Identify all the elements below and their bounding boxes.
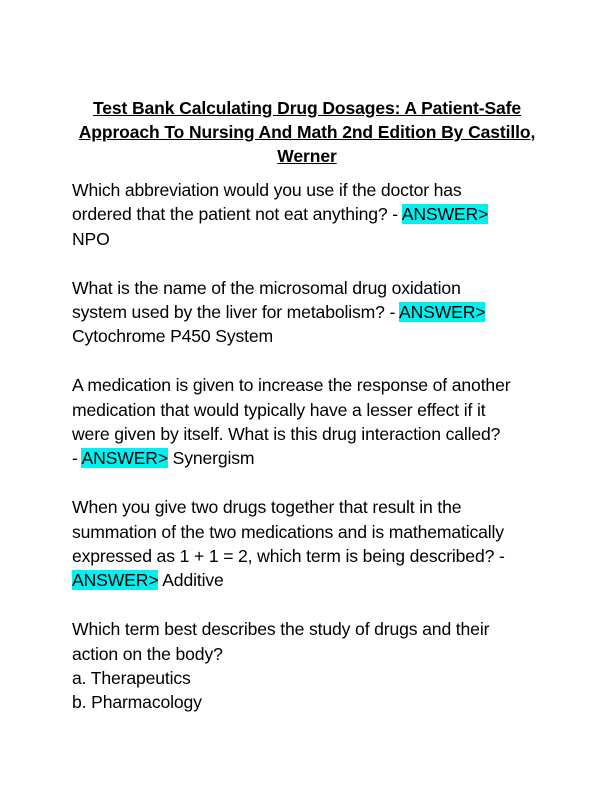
question-3-line-1: A medication is given to increase the response of another <box>72 375 511 396</box>
question-4-answer: Additive <box>158 570 224 591</box>
question-5-line-1: Which term best describes the study of drugs and their <box>72 619 490 640</box>
question-3-line-2: medication that would typically have a lesser effect if it <box>72 399 486 420</box>
answer-highlight: ANSWER> <box>398 302 486 323</box>
question-1-answer: NPO <box>72 228 110 249</box>
question-2-answer: Cytochrome P450 System <box>72 326 274 347</box>
question-5 <box>72 617 542 715</box>
answer-highlight: ANSWER> <box>81 448 168 469</box>
question-3-line-3: were given by itself. What is this drug interaction called? <box>72 424 501 445</box>
question-1 <box>72 178 542 251</box>
title-line-1: Test Bank Calculating Drug Dosages: A Patient-Safe <box>92 98 522 118</box>
title-line-3: Werner <box>277 146 337 166</box>
question-4-line-3: expressed as 1 + 1 = 2, which term is being described? - <box>72 546 505 567</box>
question-4-line-1: When you give two drugs together that result in the <box>72 497 462 518</box>
question-3-answer: Synergism <box>167 448 255 469</box>
question-4 <box>72 495 542 593</box>
question-1-line-1: Which abbreviation would you use if the doctor has <box>72 180 462 200</box>
question-3-dash: - <box>72 448 82 469</box>
question-3-line-4 <box>72 446 542 470</box>
question-2 <box>72 276 542 349</box>
question-5-option-b: b. Pharmacology <box>72 692 202 713</box>
title-line-2: Approach To Nursing And Math 2nd Edition By Castillo, <box>78 122 536 142</box>
question-2-text-end: system used by the liver for metabolism? - <box>72 302 399 323</box>
question-5-line-2: action on the body? <box>72 643 223 664</box>
question-2-line-1: What is the name of the microsomal drug oxidation <box>72 277 461 298</box>
question-2-line-2 <box>72 300 542 324</box>
answer-highlight: ANSWER> <box>401 204 489 225</box>
question-3 <box>72 373 542 471</box>
question-4-line-4 <box>72 568 542 592</box>
question-1-text-end: ordered that the patient not eat anything? - <box>72 204 402 225</box>
document-title <box>72 96 542 168</box>
answer-highlight: ANSWER> <box>72 570 159 591</box>
question-5-option-a: a. Therapeutics <box>72 668 191 689</box>
question-4-line-2: summation of the two medications and is mathematically <box>72 521 504 542</box>
question-1-line-2 <box>72 202 542 226</box>
